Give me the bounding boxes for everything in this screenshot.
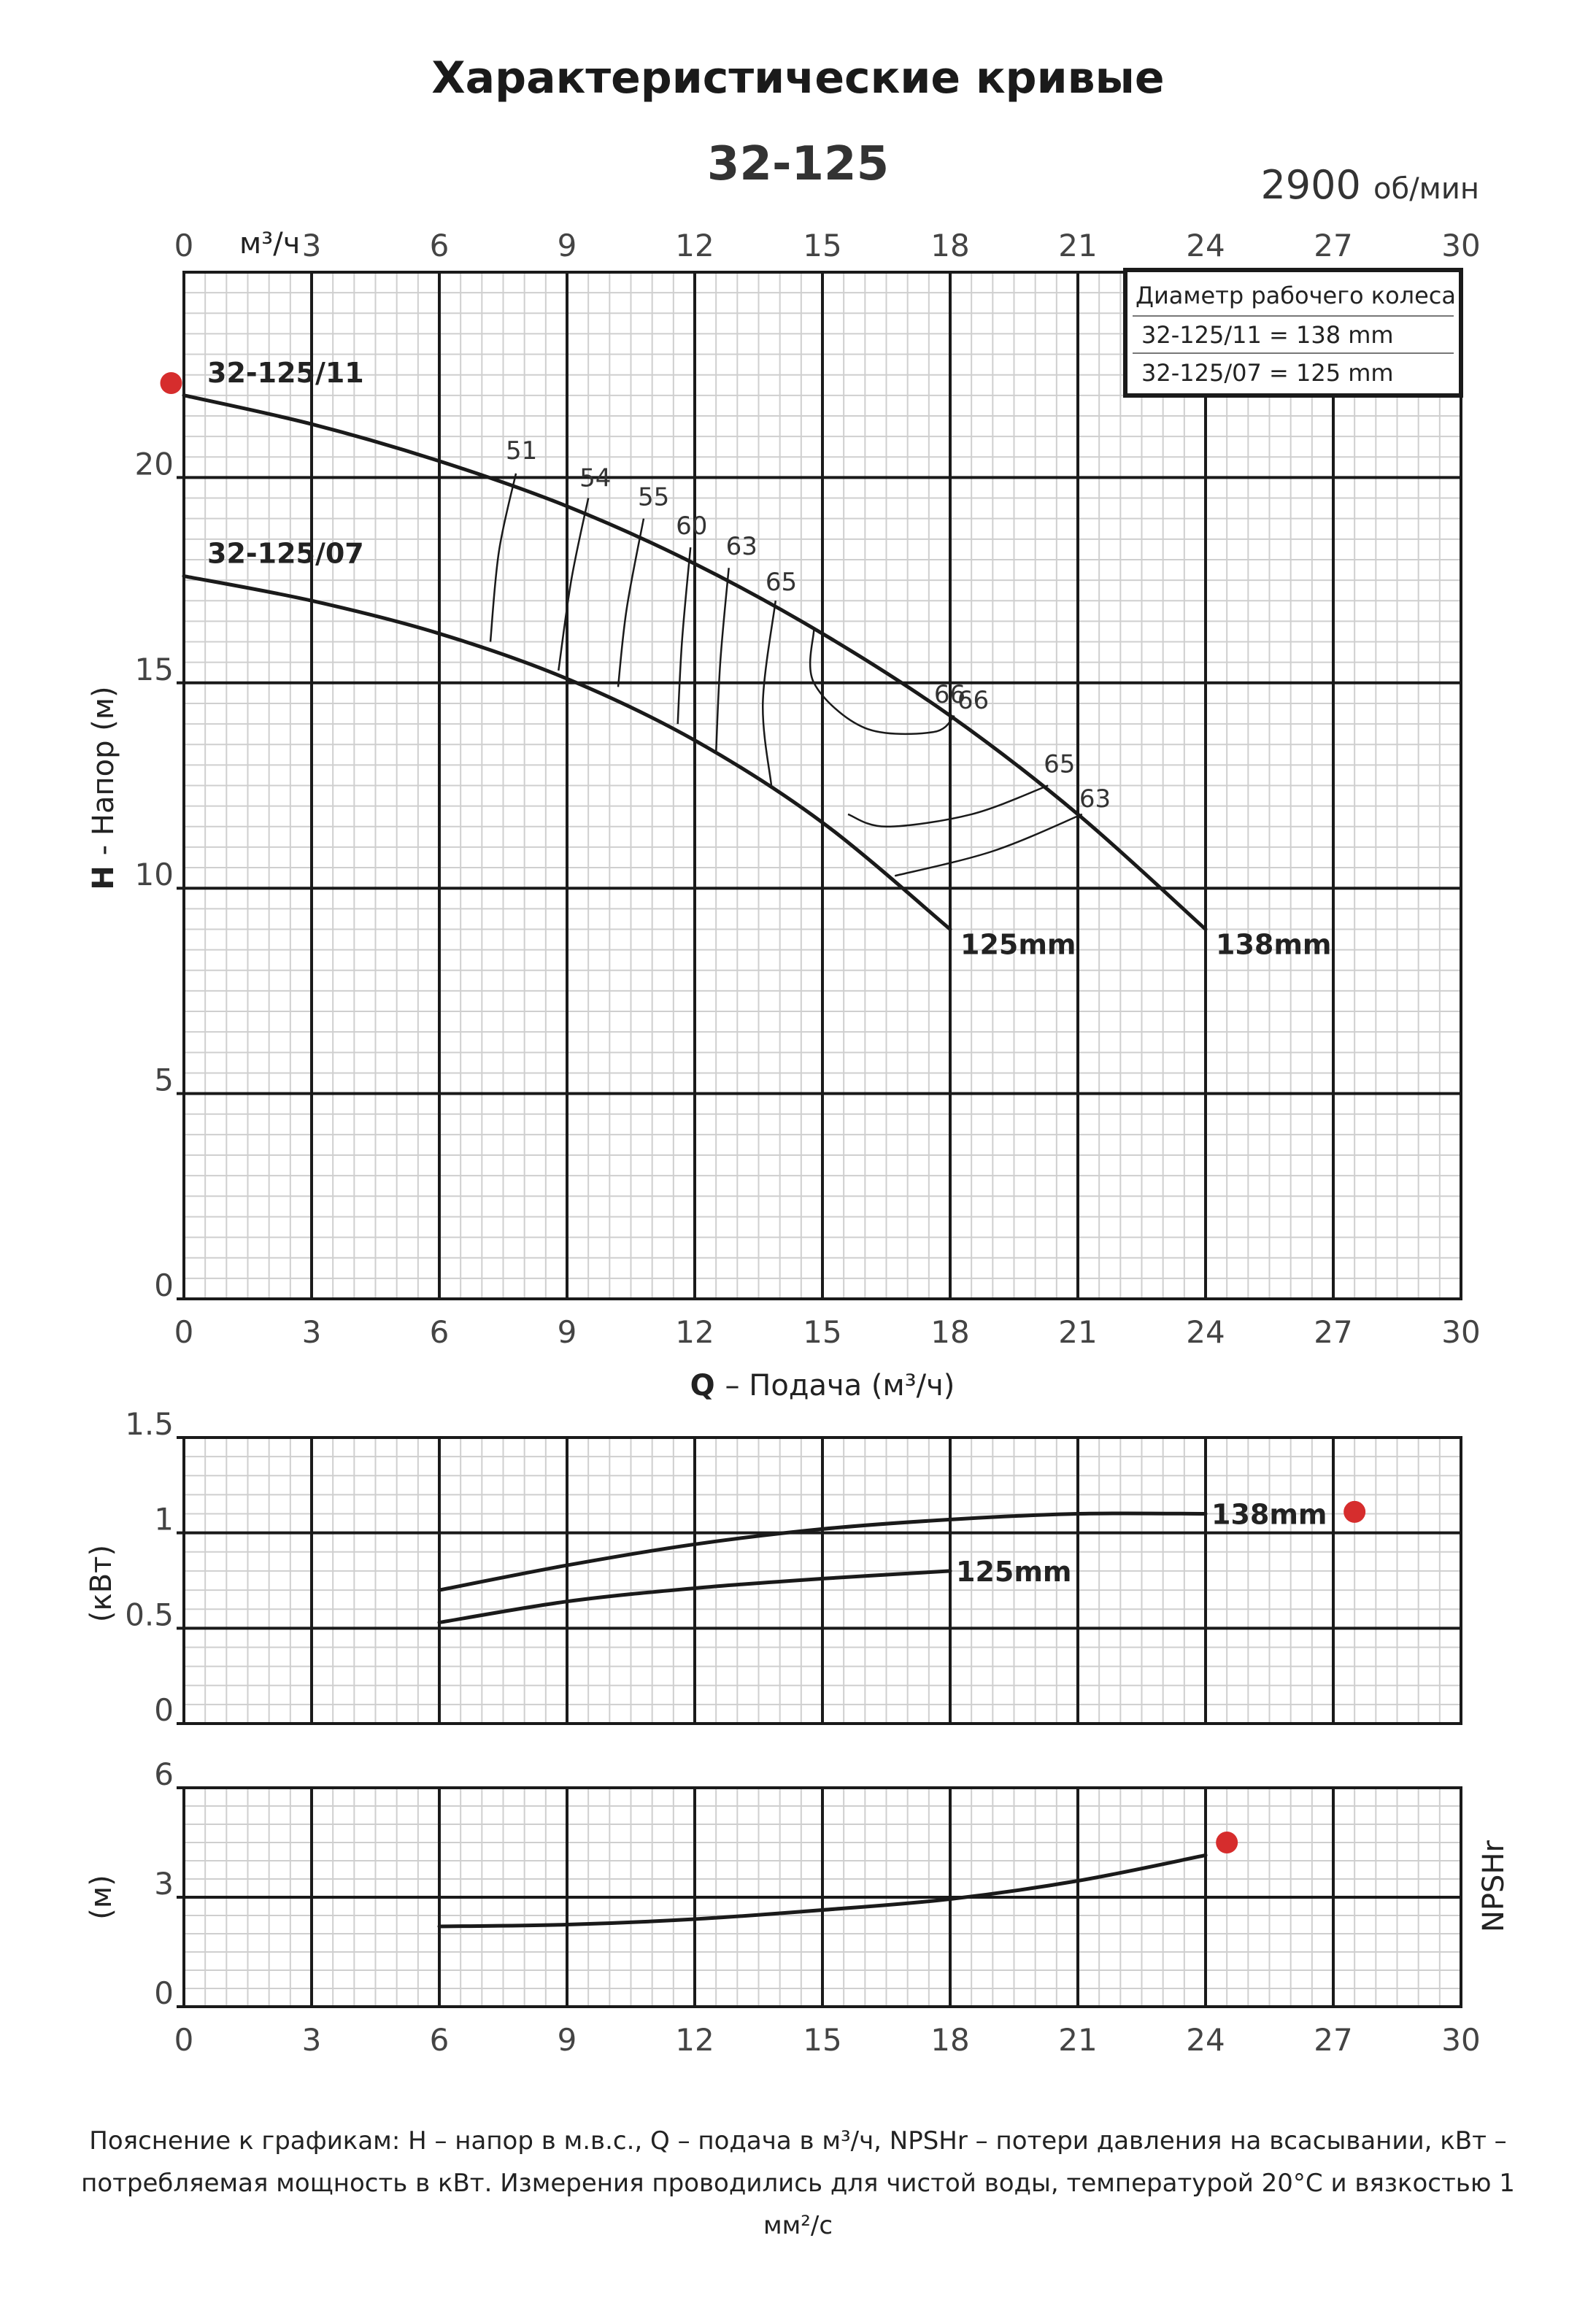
x-tick-label: 3 [301,2022,322,2058]
efficiency-label: 66 [933,679,966,709]
red-marker-dot [1344,1501,1365,1523]
efficiency-label: 63 [725,532,757,562]
x-tick-label: 0 [174,1314,194,1350]
top-x-tick-label: 3 [301,228,322,263]
y-axis-label: H - Напор (м) [87,686,120,890]
x-tick-label: 0 [174,2022,194,2058]
x-tick-label: 30 [1441,2022,1481,2058]
series-end-label: 138mm [1216,928,1332,961]
y-tick-label: 0.5 [125,1597,174,1633]
series-end-label: 125mm [956,1555,1072,1588]
y-tick-label: 5 [154,1062,174,1098]
series-end-label: 125mm [960,928,1076,961]
y-tick-label: 1 [154,1501,174,1537]
x-tick-label: 6 [429,2022,450,2058]
x-tick-label: 6 [429,1314,450,1350]
efficiency-label: 66 [957,685,990,715]
x-tick-label: 24 [1186,2022,1225,2058]
x-axis-label: Q – Подача (м³/ч) [690,1369,955,1402]
top-x-tick-label: 27 [1314,228,1353,263]
x-tick-label: 15 [803,1314,842,1350]
top-x-tick-label: 15 [803,228,842,263]
x-tick-label: 30 [1441,1314,1481,1350]
y-tick-label: 0 [154,1692,174,1728]
y-tick-label: 0 [154,1267,174,1303]
top-x-tick-label: 0 [174,228,194,263]
x-tick-label: 18 [930,2022,970,2058]
x-tick-label: 27 [1314,2022,1353,2058]
x-tick-label: 21 [1058,1314,1098,1350]
efficiency-label: 51 [506,436,538,466]
y-axis-label: (кВт) [85,1544,118,1623]
y-tick-label: 0 [154,1975,174,2011]
x-tick-label: 3 [301,1314,322,1350]
efficiency-label: 65 [765,568,798,598]
npshr-side-label: NPSHr [1477,1840,1511,1932]
efficiency-label: 60 [676,512,708,541]
x-tick-label: 9 [557,1314,577,1350]
series-name-label: 32-125/11 [207,356,364,389]
legend-row: 32-125/07 = 125 mm [1141,359,1394,387]
y-tick-label: 20 [134,446,174,482]
caption: Пояснение к графикам: H – напор в м.в.с., Q – подача в м³/ч, NPSHr – потери давления на всасывании, кВт – потребляемая мощность в кВт. Измерения проводились для чистой воды, температурой 20°С и вязкостью 1 мм²/с [81,2126,1515,2240]
top-x-tick-label: 18 [930,228,970,263]
y-tick-label: 1.5 [125,1406,174,1442]
efficiency-curve [558,498,588,671]
series-end-label: 138mm [1211,1498,1327,1531]
y-tick-label: 3 [154,1866,174,1902]
top-x-tick-label: 6 [429,228,450,263]
top-axis-unit: м³/ч [239,227,301,261]
legend-row: 32-125/11 = 138 mm [1141,321,1394,349]
top-x-tick-label: 9 [557,228,577,263]
efficiency-label: 65 [1044,749,1076,779]
x-tick-label: 18 [930,1314,970,1350]
red-marker-dot [1216,1832,1238,1853]
x-tick-label: 12 [675,1314,714,1350]
efficiency-label: 55 [638,482,670,512]
efficiency-curve [716,568,729,752]
speed-value: 2900 [1260,162,1361,208]
x-tick-label: 15 [803,2022,842,2058]
efficiency-curve [678,547,691,724]
y-tick-label: 6 [154,1756,174,1792]
speed-unit: об/мин [1373,172,1479,206]
top-x-tick-label: 12 [675,228,714,263]
legend-title: Диаметр рабочего колеса [1136,282,1456,309]
top-x-tick-label: 24 [1186,228,1225,263]
y-tick-label: 15 [134,651,174,687]
efficiency-curve [763,601,776,785]
efficiency-label: 63 [1079,784,1111,814]
top-x-tick-label: 30 [1441,228,1481,263]
y-tick-label: 10 [134,857,174,893]
series-name-label: 32-125/07 [207,537,364,570]
x-tick-label: 24 [1186,1314,1225,1350]
efficiency-label: 54 [579,463,612,493]
x-tick-label: 21 [1058,2022,1098,2058]
top-x-tick-label: 21 [1058,228,1098,263]
x-tick-label: 9 [557,2022,577,2058]
red-marker-dot [161,372,182,394]
model-title: 32-125 [706,137,890,191]
page-title: Характеристические кривые [431,53,1165,104]
y-axis-label: (м) [85,1875,118,1920]
x-tick-label: 12 [675,2022,714,2058]
x-tick-label: 27 [1314,1314,1353,1350]
